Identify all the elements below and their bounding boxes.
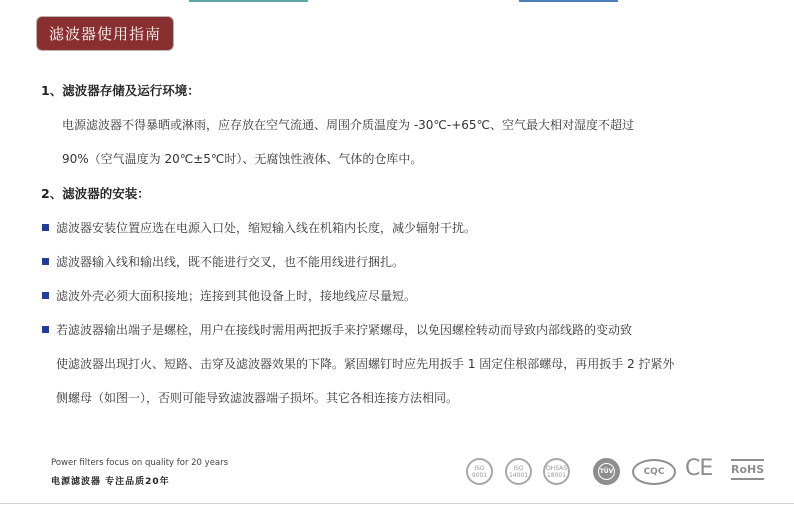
bottom-divider [0, 503, 794, 504]
ce-mark-icon: CE [685, 456, 713, 481]
ohsas18001-cert-icon: OHSAS 18001 [543, 458, 570, 485]
install-bullet-4-continuation-2: 侧螺母（如图一），否则可能导致滤波器端子损坏。其它各相连接方法相同。 [56, 391, 459, 405]
footer-tagline-cn: 电源滤波器 专注品质20年 [51, 477, 170, 487]
iso9001-cert-icon: ISO 9001 [466, 458, 493, 485]
cqc-cert-icon: CQC [632, 459, 676, 485]
iso14001-cert-icon: ISO 14001 [505, 458, 532, 485]
section-heading-install: 2、滤波器的安装： [41, 186, 150, 201]
rohs-mark-icon: RoHS [731, 459, 764, 480]
install-bullet-4: 若滤波器输出端子是螺栓，用户在接线时需用两把扳手来拧紧螺母，以免因螺栓转动而导致内部线路的变动致 [56, 323, 633, 337]
section-heading-storage: 1、滤波器存储及运行环境： [41, 83, 200, 98]
top-decor-line-1 [189, 0, 308, 2]
bullet-marker [42, 258, 49, 265]
install-bullet-2: 滤波器输入线和输出线，既不能进行交叉，也不能用线进行捆扎。 [56, 255, 405, 269]
install-bullet-3: 滤波外壳必须大面积接地；连接到其他设备上时，接地线应尽量短。 [56, 289, 417, 303]
top-decor-line-2 [519, 0, 618, 2]
bullet-marker [42, 326, 49, 333]
install-bullet-1: 滤波器安装位置应选在电源入口处，缩短输入线在机箱内长度，减少辐射干扰。 [56, 221, 477, 235]
storage-text-line-1: 电源滤波器不得暴晒或淋雨，应存放在空气流通、周围介质温度为 -30℃-+65℃、空气最大相对湿度不超过 [62, 118, 635, 132]
footer-tagline-en: Power filters focus on quality for 20 years [51, 458, 229, 468]
page-title: 滤波器使用指南 [37, 17, 173, 50]
tuv-cert-icon: TÜV [593, 458, 620, 485]
bullet-marker [42, 224, 49, 231]
storage-text-line-2: 90%（空气温度为 20℃±5℃时）、无腐蚀性液体、气体的仓库中。 [62, 152, 423, 166]
install-bullet-4-continuation-1: 使滤波器出现打火、短路、击穿及滤波器效果的下降。紧固螺钉时应先用扳手 1 固定住根部螺母，再用扳手 2 拧紧外 [56, 357, 675, 371]
bullet-marker [42, 292, 49, 299]
